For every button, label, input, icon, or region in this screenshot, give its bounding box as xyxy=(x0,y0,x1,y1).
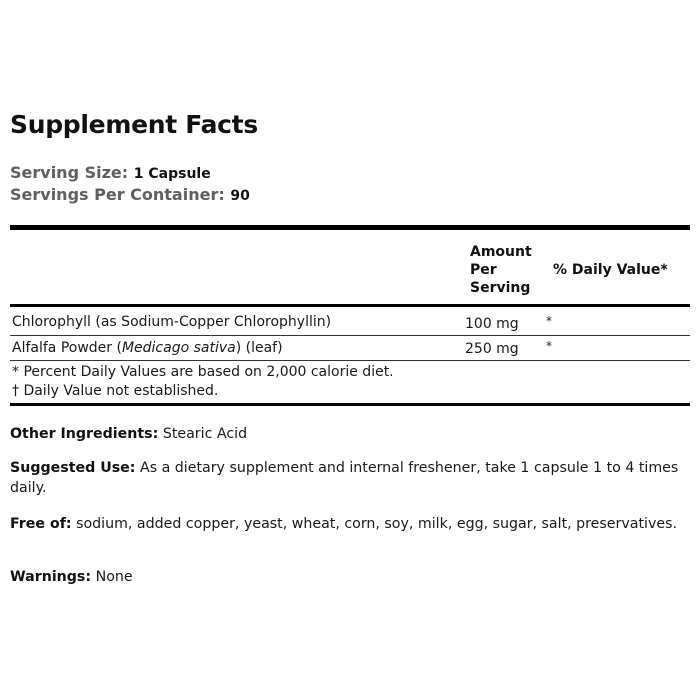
serving-size-label: Serving Size: xyxy=(10,163,129,182)
bottom-divider xyxy=(10,403,690,406)
other-ingredients-text: Stearic Acid xyxy=(162,426,248,442)
daily-value-header: % Daily Value* xyxy=(553,262,668,278)
amount-per-serving-header xyxy=(470,243,532,297)
warnings-text: None xyxy=(95,569,133,585)
row-divider xyxy=(10,360,690,361)
warnings xyxy=(10,567,690,587)
ingredient-name-text: Chlorophyll (as Sodium-Copper Chlorophyllin) xyxy=(12,314,332,330)
ingredient-amount: 100 mg xyxy=(465,316,519,332)
suggested-use xyxy=(10,458,690,498)
footnote: † Daily Value not established. xyxy=(12,383,219,399)
ingredient-daily-value: * xyxy=(546,314,552,328)
free-of-label: Free of: xyxy=(10,516,72,532)
ingredient-name xyxy=(12,314,331,330)
header-divider xyxy=(10,304,690,307)
amount-header-line: Amount xyxy=(470,244,532,260)
ingredient-name xyxy=(12,340,283,356)
servings-per-container-label: Servings Per Container: xyxy=(10,185,225,204)
other-ingredients xyxy=(10,424,690,444)
amount-header-line: Serving xyxy=(470,280,531,296)
suggested-use-label: Suggested Use: xyxy=(10,460,136,476)
warnings-label: Warnings: xyxy=(10,569,92,585)
top-thick-divider xyxy=(10,225,690,230)
ingredient-name-text: ) (leaf) xyxy=(235,340,283,356)
free-of xyxy=(10,514,690,534)
serving-size xyxy=(10,163,211,182)
footnote: * Percent Daily Values are based on 2,000 calorie diet. xyxy=(12,364,394,380)
supplement-facts-title: Supplement Facts xyxy=(10,110,258,139)
other-ingredients-label: Other Ingredients: xyxy=(10,426,159,442)
ingredient-name-text: Alfalfa Powder ( xyxy=(12,340,122,356)
servings-per-container xyxy=(10,185,250,204)
serving-size-value: 1 Capsule xyxy=(133,166,211,182)
ingredient-botanical-name: Medicago sativa xyxy=(121,340,236,356)
ingredient-daily-value: * xyxy=(546,339,552,353)
amount-header-line: Per xyxy=(470,262,497,278)
free-of-text: sodium, added copper, yeast, wheat, corn, soy, milk, egg, sugar, salt, preservatives. xyxy=(76,516,677,532)
suggested-use-text: As a dietary supplement and internal freshener, take 1 capsule 1 to 4 times daily. xyxy=(10,460,679,496)
ingredient-amount: 250 mg xyxy=(465,341,519,357)
servings-per-container-value: 90 xyxy=(230,188,250,204)
row-divider xyxy=(10,335,690,336)
